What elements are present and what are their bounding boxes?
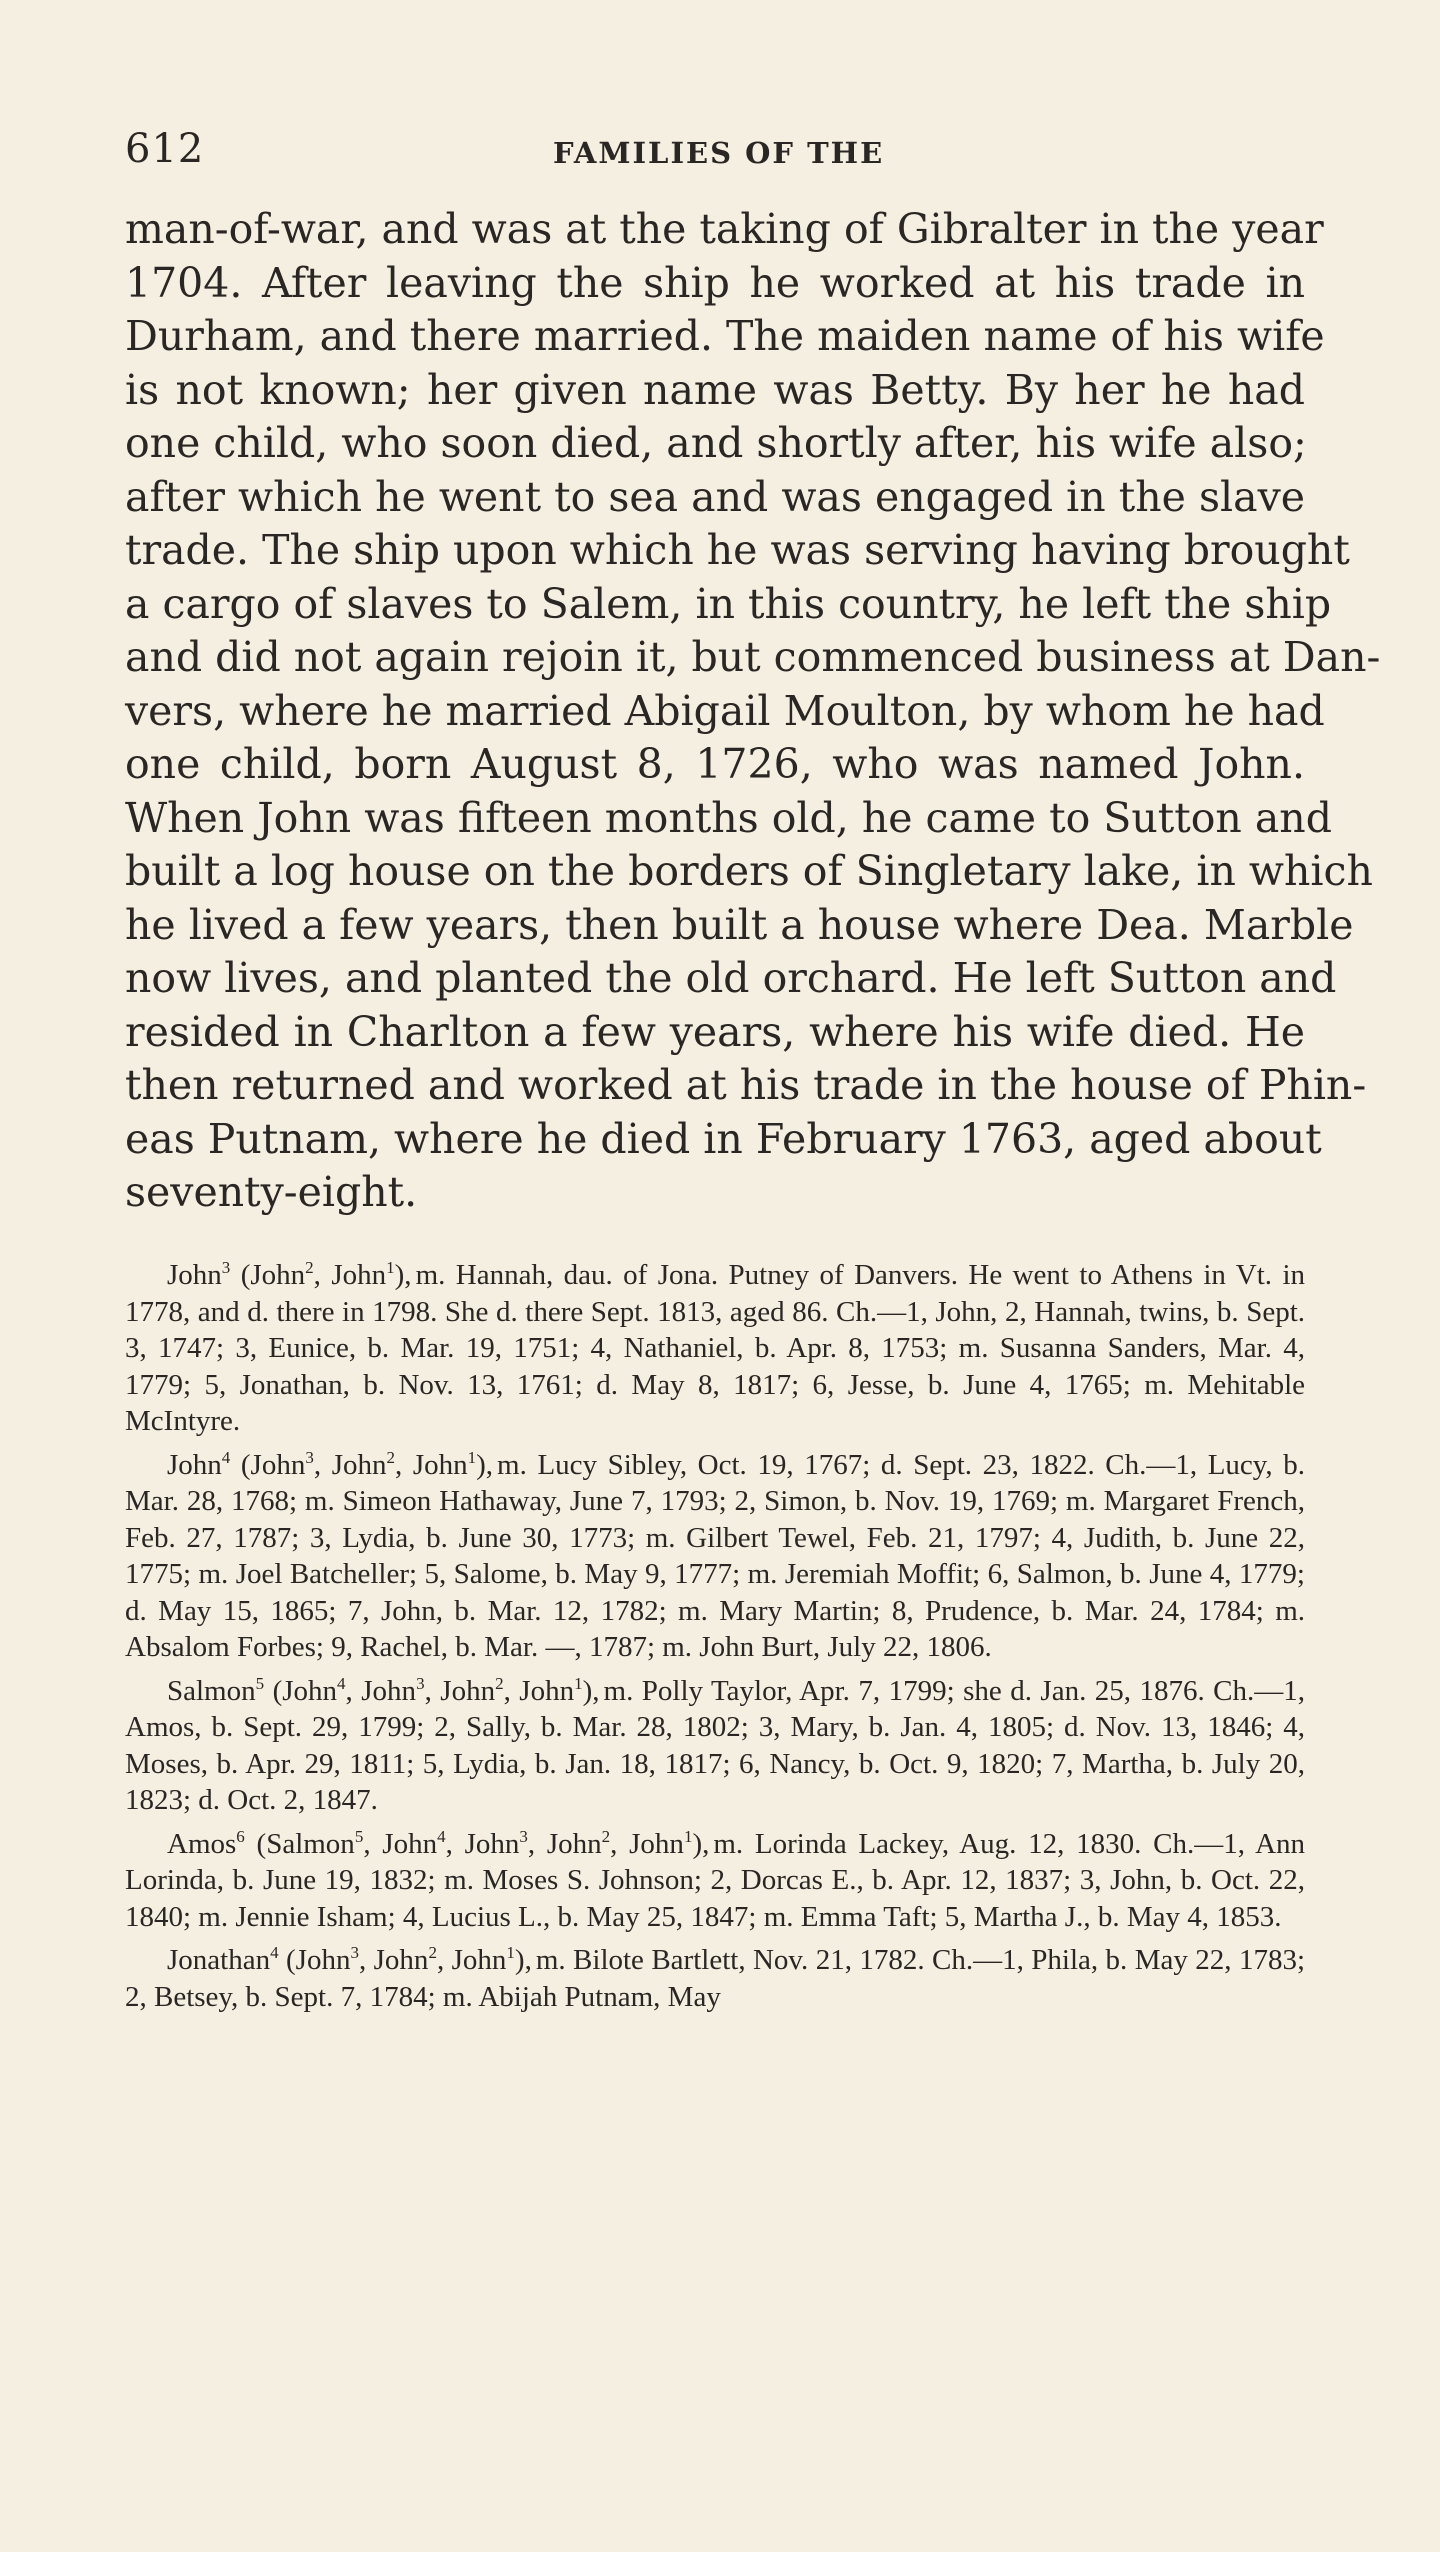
narrative-line: a cargo of slaves to Salem, in this country, he left the ship — [125, 579, 1332, 628]
narrative-line: man-of-war, and was at the taking of Gibralter in the year — [125, 205, 1324, 253]
generation-number: 5 — [255, 1673, 265, 1693]
generation-number: 6 — [236, 1826, 245, 1846]
narrative-line: vers, where he married Abigail Moulton, by whom he had — [125, 686, 1325, 735]
entry-text: m. Lorinda Lackey, Aug. 12, 1830. Ch.—1, Ann Lorinda, b. June 19, 1832; m. Moses S. Johnson; 2, Dorcas E., b. Apr. 12, 1837; 3, John, b. Oct. 22, 1840; m. Jennie Isham; 4, Lucius L., b. May 25, 1847; m. Emma Taft; 5, Martha J., b. May 4, 1853. — [125, 1827, 1306, 1933]
narrative-line: now lives, and planted the old orchard. He left Sutton and — [125, 954, 1337, 1002]
generation-number: 4 — [337, 1673, 346, 1693]
lineage-name: John — [331, 1448, 387, 1481]
lineage-name: John — [167, 1448, 222, 1481]
narrative-line: When John was fifteen months old, he came to Sutton and — [125, 793, 1332, 842]
narrative-line: trade. The ship upon which he was serving having brought — [125, 526, 1350, 574]
lineage-name: Amos — [167, 1827, 237, 1860]
genealogy-entry — [125, 1447, 1305, 1666]
generation-number: 2 — [305, 1258, 314, 1277]
lineage-name: John — [361, 1674, 417, 1707]
narrative-line: resided in Charlton a few years, where his wife died. He — [125, 1007, 1305, 1056]
generation-number: 1 — [467, 1447, 477, 1467]
narrative-line: 1704. After leaving the ship he worked at his trade in — [125, 258, 1305, 307]
narrative-line: one child, who soon died, and shortly after, his wife also; — [125, 419, 1307, 467]
generation-number: 3 — [305, 1447, 314, 1467]
entry-text: m. Polly Taylor, Apr. 7, 1799; she d. Jan. 25, 1876. Ch.—1, Amos, b. Sept. 29, 1799; 2, Sally, b. Mar. 28, 1802; 3, Mary, b. Jan. 4, 1805; d. Nov. 13, 1846; 4, Moses, b. Apr. 29, 1811; 5, Lydia, b. Jan. 18, 1817; 6, Nancy, b. Oct. 9, 1820; 7, Martha, b. July 20, 1823; d. Oct. 2, 1847. — [125, 1674, 1306, 1816]
lineage-name: John — [250, 1448, 306, 1481]
genealogy-entry — [125, 1942, 1305, 2015]
generation-number: 4 — [437, 1826, 446, 1846]
generation-number: 3 — [350, 1943, 359, 1962]
generation-number: 1 — [386, 1258, 395, 1277]
generation-number: 3 — [519, 1826, 528, 1846]
genealogy-entry — [125, 1673, 1305, 1819]
genealogy-entries — [125, 1257, 1305, 2022]
lineage-name: John — [382, 1827, 438, 1860]
generation-number: 5 — [354, 1826, 364, 1846]
entry-lineage: John$^3$ (John$^2$, John$^1$), — [167, 1258, 412, 1291]
lineage-name: John — [412, 1448, 468, 1481]
lineage-name: John — [546, 1827, 602, 1860]
lineage-name: John — [295, 1944, 351, 1976]
narrative-line: is not known; her given name was Betty. By her he had — [125, 365, 1305, 414]
generation-number: 3 — [416, 1673, 425, 1693]
lineage-name: Jonathan — [167, 1944, 271, 1976]
page-number: 612 — [125, 126, 205, 172]
entry-text: m. Hannah, dau. of Jona. Putney of Danvers. He went to Athens in Vt. in 1778, and d. there in 1798. She d. there Sept. 1813, aged 86. Ch.—1, John, 2, Hannah, twins, b. Sept. 3, 1747; 3, Eunice, b. Mar. 19, 1751; 4, Nathaniel, b. Apr. 8, 1753; m. Susanna Sanders, Mar. 4, 1779; 5, Jonathan, b. Nov. 13, 1761; d. May 8, 1817; 6, Jesse, b. June 4, 1765; m. Mehitable McIntyre. — [125, 1259, 1305, 1437]
narrative-line: seventy-eight. — [125, 1168, 418, 1216]
lineage-name: John — [250, 1259, 306, 1291]
entry-text: m. Lucy Sibley, Oct. 19, 1767; d. Sept. 23, 1822. Ch.—1, Lucy, b. Mar. 28, 1768; m. Simeon Hathaway, June 7, 1793; 2, Simon, b. Nov. 19, 1769; m. Margaret French, Feb. 27, 1787; 3, Lydia, b. June 30, 1773; m. Gilbert Tewel, Feb. 21, 1797; 4, Judith, b. June 22, 1775; m. Joel Batcheller; 5, Salome, b. May 9, 1777; m. Jeremiah Moffit; 6, Salmon, b. June 4, 1779; d. May 15, 1865; 7, John, b. Mar. 12, 1782; m. Mary Martin; 8, Prudence, b. Mar. 24, 1784; m. Absalom Forbes; 9, Rachel, b. Mar. —, 1787; m. John Burt, July 22, 1806. — [125, 1448, 1306, 1663]
generation-number: 1 — [506, 1943, 515, 1962]
narrative-line: eas Putnam, where he died in February 1763, aged about — [125, 1114, 1322, 1163]
genealogy-entry — [125, 1826, 1305, 1936]
narrative-line: after which he went to sea and was engaged in the slave — [125, 472, 1305, 521]
entry-lineage: Amos$^6$ (Salmon$^5$, John$^4$, John$^3$, John$^2$, John$^1$), — [167, 1826, 710, 1860]
lineage-name: John — [629, 1827, 684, 1860]
entry-text: m. Bilote Bartlett, Nov. 21, 1782. Ch.—1, Phila, b. May 22, 1783; 2, Betsey, b. Sept. 7, 1784; m. Abijah Putnam, May — [125, 1944, 1306, 2013]
generation-number: 1 — [574, 1673, 583, 1693]
lineage-name: John — [451, 1944, 507, 1976]
entry-lineage: John$^4$ (John$^3$, John$^2$, John$^1$), — [167, 1447, 494, 1481]
generation-number: 3 — [221, 1258, 231, 1277]
narrative-paragraph — [125, 203, 1381, 1220]
lineage-name: John — [282, 1674, 338, 1707]
running-head: FAMILIES OF THE — [553, 136, 885, 170]
generation-number: 2 — [601, 1826, 611, 1846]
generation-number: 2 — [386, 1447, 395, 1467]
entry-lineage: Salmon$^5$ (John$^4$, John$^3$, John$^2$, John$^1$), — [167, 1673, 600, 1707]
lineage-name: Salmon — [167, 1674, 256, 1707]
generation-number: 1 — [683, 1826, 693, 1846]
lineage-name: John — [167, 1259, 222, 1291]
entry-lineage: Jonathan$^4$ (John$^3$, John$^2$, John$^1$), — [167, 1943, 532, 1976]
lineage-name: Salmon — [266, 1827, 355, 1860]
lineage-name: John — [373, 1944, 429, 1976]
narrative-line: Durham, and there married. The maiden name of his wife — [125, 312, 1325, 360]
narrative-line: then returned and worked at his trade in the house of Phin- — [125, 1061, 1367, 1109]
generation-number: 2 — [428, 1943, 437, 1962]
generation-number: 4 — [221, 1447, 231, 1467]
lineage-name: John — [440, 1674, 496, 1707]
narrative-line: and did not again rejoin it, but commenced business at Dan- — [125, 633, 1381, 681]
generation-number: 4 — [270, 1943, 279, 1962]
narrative-line: built a log house on the borders of Singletary lake, in which — [125, 847, 1373, 895]
narrative-line: one child, born August 8, 1726, who was named John. — [125, 740, 1305, 788]
lineage-name: John — [331, 1259, 387, 1291]
page-header — [125, 126, 1303, 176]
narrative-line: he lived a few years, then built a house where Dea. Marble — [125, 900, 1354, 949]
lineage-name: John — [464, 1827, 520, 1860]
generation-number: 2 — [495, 1673, 504, 1693]
lineage-name: John — [519, 1674, 575, 1707]
genealogy-entry — [125, 1257, 1305, 1440]
